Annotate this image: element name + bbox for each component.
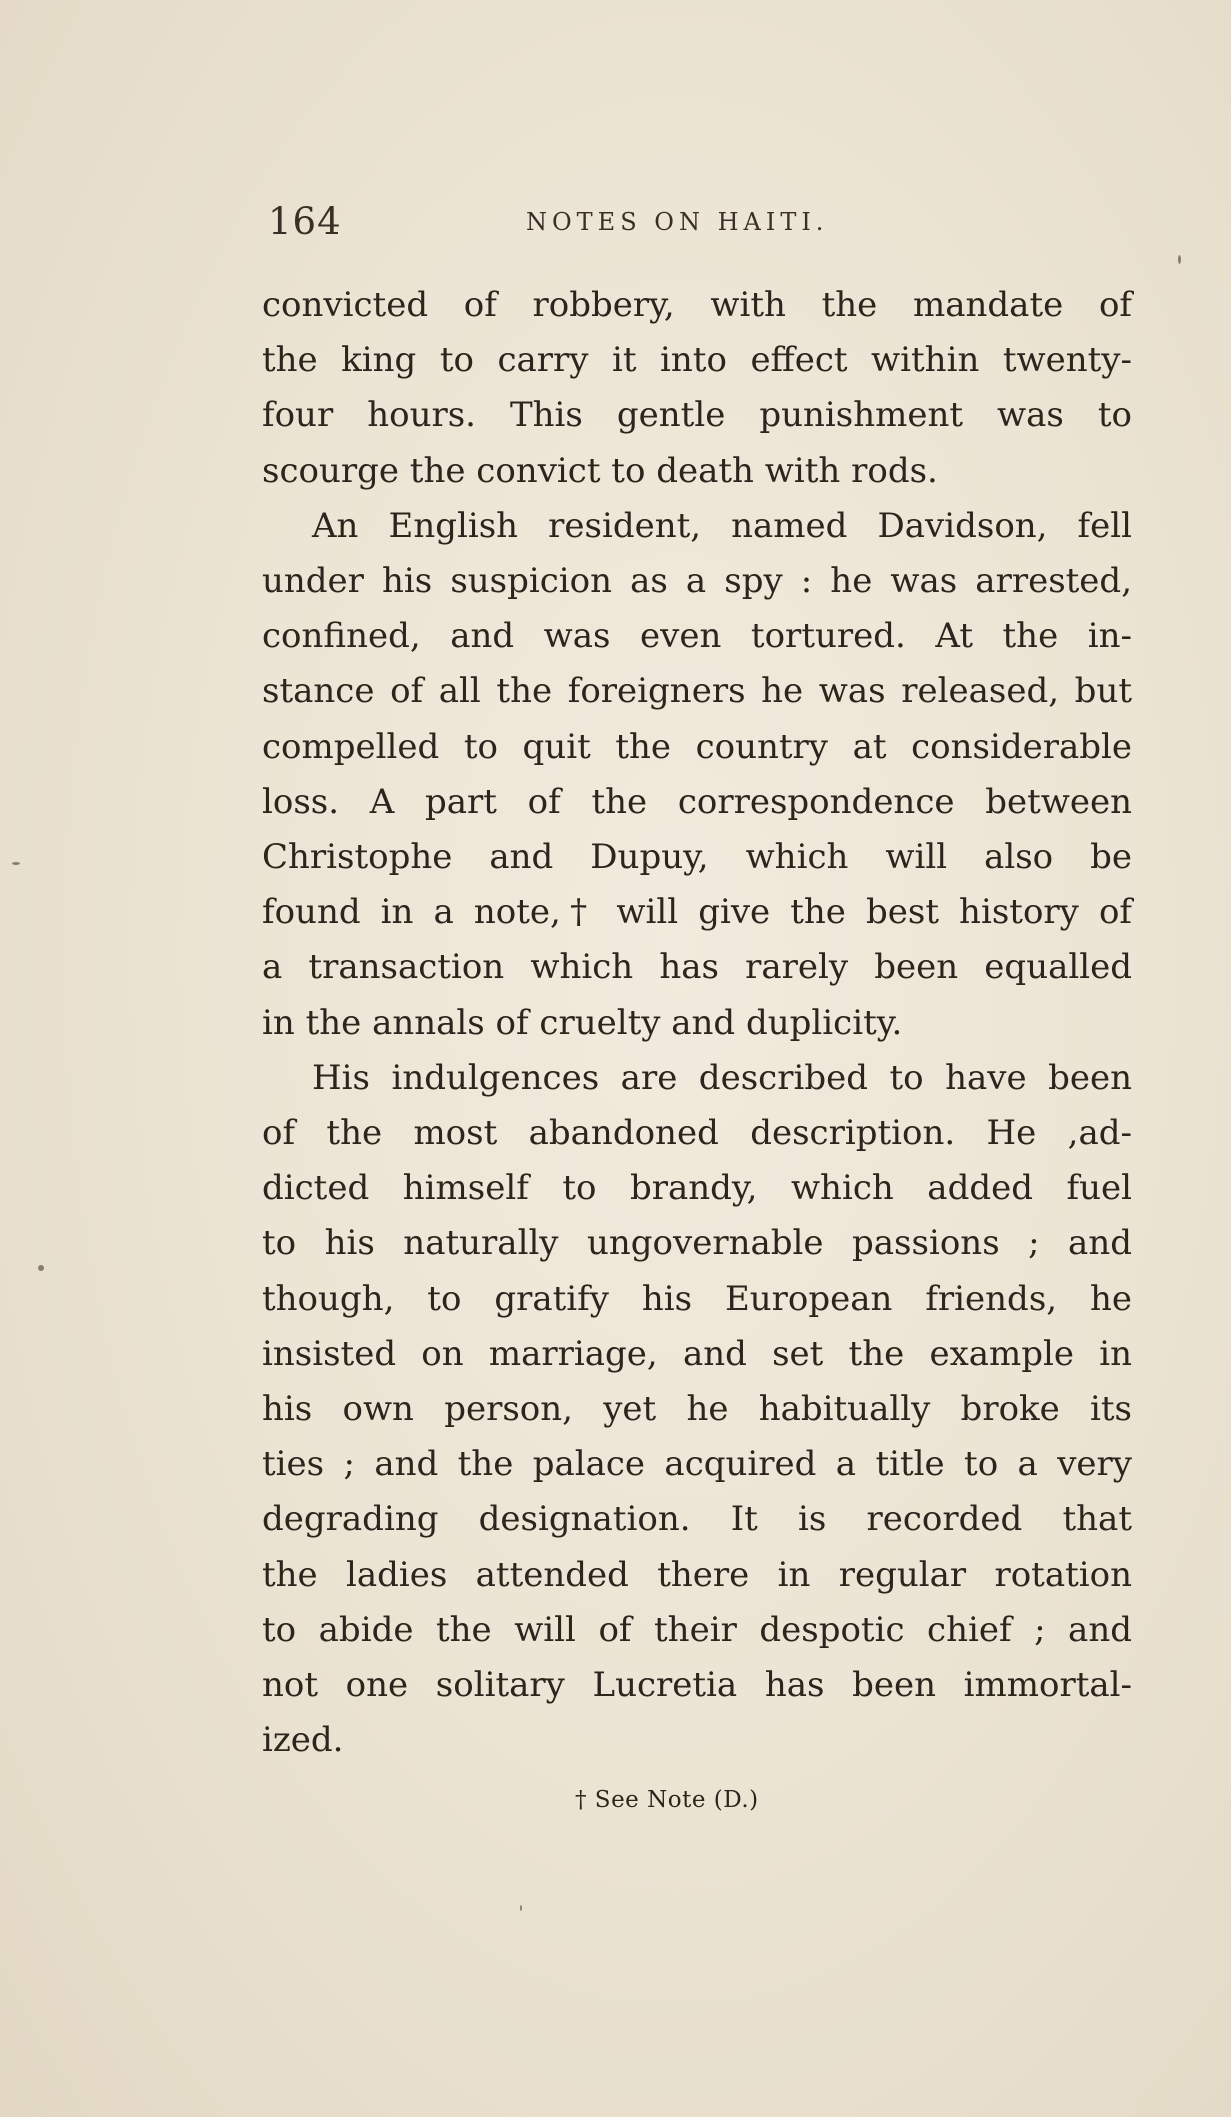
text-line: ties ; and the palace acquired a title to a very — [262, 1444, 1132, 1485]
text-line: loss. A part of the correspondence between — [262, 781, 1132, 822]
text-line: the king to carry it into effect within twenty- — [262, 340, 1132, 381]
text-line: Christophe and Dupuy, which will also be — [262, 837, 1132, 878]
paragraph-1 — [262, 278, 1132, 499]
text-line: his own person, yet he habitually broke its — [262, 1389, 1132, 1430]
paper-speck — [12, 862, 20, 865]
text-line: insisted on marriage, and set the example in — [262, 1333, 1132, 1374]
text-line: to abide the will of their despotic chief ; and — [262, 1609, 1132, 1650]
paper-speck — [520, 1905, 522, 1911]
text-line: An English resident, named Davidson, fell — [312, 505, 1132, 546]
text-line: a transaction which has rarely been equalled — [262, 947, 1132, 988]
text-line: His indulgences are described to have been — [312, 1057, 1132, 1098]
text-line: stance of all the foreigners he was released, but — [262, 671, 1132, 712]
text-line: degrading designation. It is recorded that — [262, 1499, 1132, 1540]
text-line: the ladies attended there in regular rotation — [262, 1554, 1132, 1595]
text-line: of the most abandoned description. He ,ad- — [262, 1113, 1132, 1154]
text-line: scourge the convict to death with rods. — [262, 450, 938, 491]
text-line: ized. — [262, 1720, 344, 1761]
paper-speck — [38, 1265, 44, 1271]
page-number: 164 — [268, 200, 342, 243]
text-line: four hours. This gentle punishment was to — [262, 395, 1132, 436]
text-line: compelled to quit the country at considerable — [262, 726, 1132, 767]
paragraph-3 — [262, 1051, 1132, 1769]
paragraph-2 — [262, 499, 1132, 1051]
text-line: not one solitary Lucretia has been immortal- — [262, 1665, 1132, 1706]
footnote: † See Note (D.) — [575, 1787, 759, 1813]
text-line: confined, and was even tortured. At the in- — [262, 616, 1132, 657]
text-line: in the annals of cruelty and duplicity. — [262, 1002, 903, 1043]
body-text — [262, 278, 1132, 1768]
text-line: convicted of robbery, with the mandate of — [262, 285, 1132, 325]
running-head — [268, 200, 1128, 250]
running-title: NOTES ON HAITI. — [526, 208, 829, 236]
text-line: found in a note,† will give the best history of — [262, 892, 1132, 933]
text-line: though, to gratify his European friends, he — [262, 1278, 1132, 1319]
text-line: under his suspicion as a spy : he was arrested, — [262, 561, 1132, 602]
text-line: to his naturally ungovernable passions ; and — [262, 1223, 1132, 1264]
text-line: dicted himself to brandy, which added fuel — [262, 1168, 1132, 1209]
paper-speck — [1178, 255, 1181, 264]
